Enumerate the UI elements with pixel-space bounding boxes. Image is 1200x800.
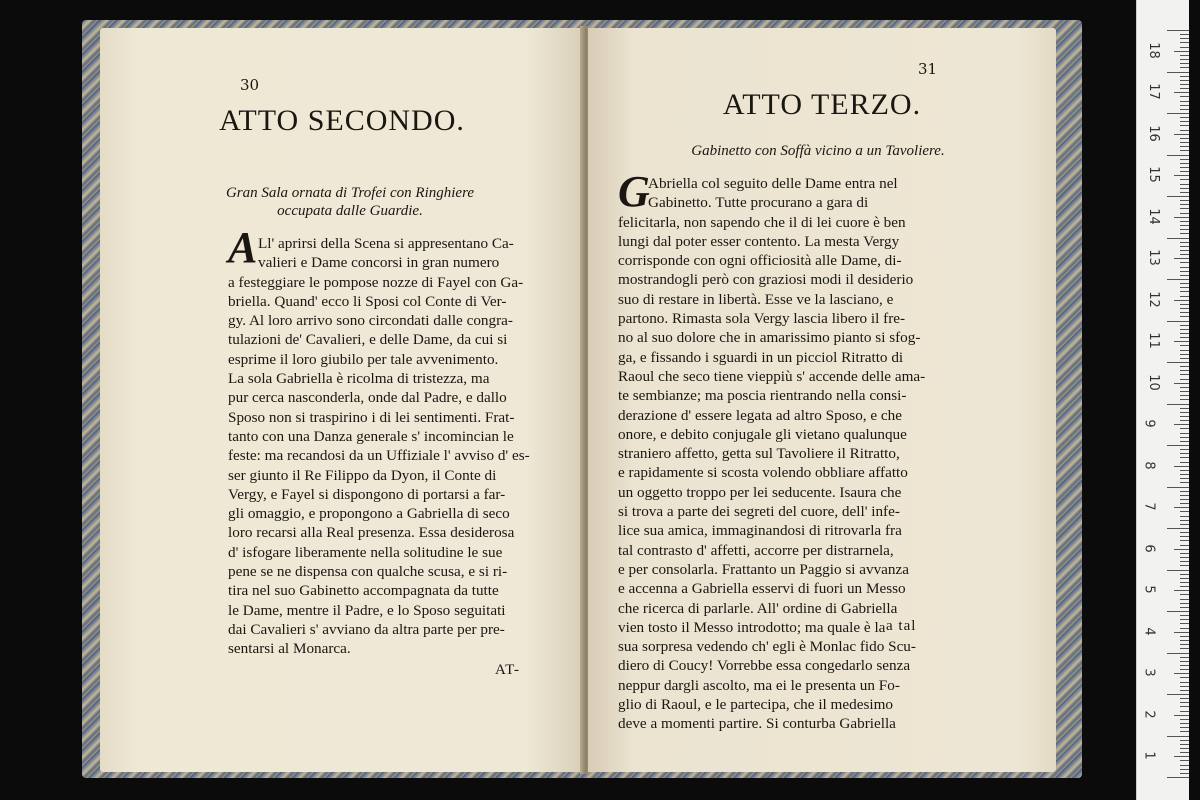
text-line: Gabinetto. Tutte procurano a gara di (648, 194, 869, 212)
ruler-tick (1180, 47, 1189, 48)
catchword-right: a tal (886, 618, 917, 634)
ruler-tick (1180, 557, 1189, 558)
text-line: a festeggiare le pompose nozze di Fayel con Ga- (228, 273, 524, 291)
ruler-tick (1167, 445, 1189, 446)
ruler-tick (1180, 163, 1189, 164)
ruler-tick (1180, 752, 1189, 753)
ruler-tick (1180, 524, 1189, 525)
ruler-tick (1180, 744, 1189, 745)
ruler-number: 13 (1145, 249, 1161, 267)
text-line: gy. Al loro arrivo sono circondati dalle congra- (228, 312, 513, 330)
ruler-tick (1180, 578, 1189, 579)
text-line: te sembianze; ma poscia rientrando nella consi- (618, 387, 907, 405)
ruler-tick (1167, 487, 1189, 488)
ruler-tick (1180, 316, 1189, 317)
catchword-left: AT- (495, 662, 520, 678)
ruler-tick (1180, 374, 1189, 375)
ruler-tick (1180, 748, 1189, 749)
ruler-tick (1180, 55, 1189, 56)
text-line: un oggetto troppo per lei seducente. Isaura che (618, 483, 902, 501)
text-line: tulazioni de' Cavalieri, e delle Dame, da cui si (228, 331, 508, 349)
text-line: gli omaggio, e propongono a Gabriella di seco (228, 505, 510, 523)
ruler-tick (1180, 271, 1189, 272)
ruler-tick (1180, 428, 1189, 429)
text-line: onore, e debito conjugale gli vietano qualunque (618, 425, 907, 443)
ruler-tick (1180, 358, 1189, 359)
text-line: lice sua amica, immaginandosi di ritrovarla fra (618, 522, 902, 540)
ruler-tick (1180, 200, 1189, 201)
scene-line: Gran Sala ornata di Trofei con Ringhiere (225, 185, 475, 201)
ruler-tick (1180, 38, 1189, 39)
text-line: corrisponde con ogni officiosità alle Dame, di- (618, 252, 902, 270)
ruler-tick (1167, 321, 1189, 322)
ruler-tick (1180, 345, 1189, 346)
ruler-tick (1180, 640, 1189, 641)
ruler-tick (1180, 619, 1189, 620)
ruler-tick (1180, 503, 1189, 504)
ruler-tick (1180, 661, 1189, 662)
text-line: le Dame, mentre il Padre, e lo Sposo seguitati (228, 601, 506, 619)
ruler-tick (1180, 636, 1189, 637)
ruler-number: 16 (1145, 124, 1161, 142)
ruler-tick (1174, 673, 1189, 674)
right-page (588, 28, 1056, 772)
ruler-tick (1180, 225, 1189, 226)
drop-cap-right: G (618, 167, 650, 216)
ruler-tick (1180, 146, 1189, 147)
scene-description-right (628, 142, 1008, 160)
ruler-tick (1167, 611, 1189, 612)
ruler-tick (1180, 545, 1189, 546)
text-line: ga, e fissando i sguardi in un picciol Ritratto di (618, 348, 904, 366)
ruler-tick (1180, 711, 1189, 712)
ruler-tick (1180, 246, 1189, 247)
scene-line: occupata dalle Guardie. (277, 203, 423, 219)
ruler-tick (1180, 229, 1189, 230)
text-line: sua sorpresa vedendo ch' egli è Monlac fido Scu- (618, 638, 916, 656)
ruler-tick (1174, 632, 1189, 633)
ruler-number: 15 (1145, 166, 1161, 184)
ruler-tick (1180, 449, 1189, 450)
ruler-tick (1180, 740, 1189, 741)
ruler-tick (1180, 731, 1189, 732)
text-line: briella. Quand' ecco li Sposi col Conte di Ver- (228, 292, 507, 310)
text-line: sentarsi al Monarca. (228, 640, 351, 658)
ruler-tick (1180, 669, 1189, 670)
text-line: neppur dargli ascolto, ma ei le presenta un Fo- (618, 676, 900, 694)
left-page (100, 28, 584, 772)
ruler-tick (1174, 507, 1189, 508)
ruler-tick (1180, 179, 1189, 180)
ruler-tick (1167, 72, 1189, 73)
text-line: Ll' aprirsi della Scena si appresentano Ca- (258, 235, 514, 252)
ruler-tick (1180, 395, 1189, 396)
text-line: e per consolarla. Frattanto un Paggio si avvanza (618, 560, 910, 578)
ruler-tick (1180, 462, 1189, 463)
ruler-tick (1180, 599, 1189, 600)
ruler-tick (1180, 760, 1189, 761)
ruler-tick (1174, 549, 1189, 550)
text-line: pene se ne dispensa con qualche scusa, e si ri- (228, 563, 508, 581)
ruler-tick (1167, 404, 1189, 405)
text-line: ser giunto il Re Filippo da Dyon, il Conte di (228, 466, 497, 484)
ruler-tick (1180, 628, 1189, 629)
ruler-tick (1180, 561, 1189, 562)
ruler-tick (1180, 470, 1189, 471)
ruler-tick (1180, 121, 1189, 122)
ruler-tick (1180, 391, 1189, 392)
ruler-number: 14 (1145, 207, 1161, 225)
ruler-tick (1180, 333, 1189, 334)
act-title-left: ATTO SECONDO. (219, 104, 465, 137)
ruler-tick (1180, 325, 1189, 326)
ruler-tick (1180, 337, 1189, 338)
ruler-tick (1180, 76, 1189, 77)
ruler-tick (1180, 686, 1189, 687)
text-line: glio di Raoul, e le partecipa, che il medesimo (618, 696, 893, 714)
text-line: pur cerca nasconderla, onde dal Padre, e dallo (228, 389, 507, 407)
ruler-tick (1180, 594, 1189, 595)
ruler-number: 1 (1141, 751, 1157, 760)
ruler-number: 11 (1145, 332, 1161, 350)
text-line: loro recarsi alla Real presenza. Essa desiderosa (228, 524, 515, 542)
ruler-tick (1180, 96, 1189, 97)
ruler-tick (1180, 665, 1189, 666)
ruler-tick (1180, 204, 1189, 205)
ruler-tick (1180, 275, 1189, 276)
text-line: e accenna a Gabriella esservi di fuori un Messo (618, 580, 906, 598)
text-line: esprime il loro giubilo per tale avvenimento. (228, 350, 499, 368)
ruler-tick (1180, 308, 1189, 309)
ruler-tick (1180, 574, 1189, 575)
ruler-tick (1174, 756, 1189, 757)
ruler-tick (1180, 233, 1189, 234)
text-line: tira nel suo Gabinetto accompagnata da tutte (228, 582, 499, 600)
ruler-tick (1174, 590, 1189, 591)
ruler-tick (1180, 171, 1189, 172)
ruler-tick (1180, 366, 1189, 367)
ruler-tick (1180, 416, 1189, 417)
text-line: partono. Rimasta sola Vergy lascia libero il fre- (618, 310, 906, 328)
ruler-tick (1180, 67, 1189, 68)
ruler-number: 2 (1141, 710, 1157, 719)
ruler-tick (1180, 42, 1189, 43)
ruler-tick (1174, 175, 1189, 176)
ruler-tick (1180, 532, 1189, 533)
text-line: derazione d' essere legata ad altro Sposo, e che (618, 406, 903, 424)
ruler-tick (1180, 117, 1189, 118)
ruler-tick (1180, 254, 1189, 255)
ruler-tick (1180, 719, 1189, 720)
ruler-number: 12 (1145, 290, 1161, 308)
ruler-number: 7 (1141, 502, 1157, 511)
ruler-tick (1180, 142, 1189, 143)
ruler-tick (1174, 715, 1189, 716)
page-number-right: 31 (918, 60, 938, 78)
text-line: che ricerca di parlarle. All' ordine di Gabriella (618, 599, 898, 617)
ruler-tick (1180, 34, 1189, 35)
text-line: si trova a parte dei segreti del cuore, dell' infe- (618, 503, 900, 521)
text-line: tanto con una Danza generale s' incomincian le (228, 427, 514, 445)
ruler-tick (1174, 424, 1189, 425)
ruler-tick (1180, 420, 1189, 421)
ruler-tick (1180, 125, 1189, 126)
ruler-tick (1180, 159, 1189, 160)
ruler-tick (1180, 101, 1189, 102)
ruler-tick (1180, 702, 1189, 703)
measuring-ruler (1136, 0, 1189, 800)
text-line: feste: ma recandosi da un Uffiziale l' avviso d' es- (228, 447, 530, 465)
text-line: vien tosto il Messo introdotto; ma quale è la (618, 618, 886, 636)
ruler-tick (1180, 287, 1189, 288)
ruler-tick (1180, 138, 1189, 139)
ruler-tick (1180, 105, 1189, 106)
ruler-tick (1174, 92, 1189, 93)
ruler-number: 9 (1141, 419, 1157, 428)
ruler-tick (1180, 283, 1189, 284)
ruler-tick (1180, 607, 1189, 608)
ruler-tick (1180, 188, 1189, 189)
ruler-tick (1167, 653, 1189, 654)
ruler-tick (1180, 457, 1189, 458)
text-line: mostrandogli però con graziosi modi il desiderio (618, 271, 914, 289)
ruler-tick (1180, 304, 1189, 305)
ruler-tick (1180, 296, 1189, 297)
ruler-tick (1167, 113, 1189, 114)
ruler-tick (1180, 582, 1189, 583)
ruler-tick (1180, 167, 1189, 168)
body-text-left (228, 234, 552, 659)
ruler-tick (1167, 279, 1189, 280)
ruler-tick (1180, 221, 1189, 222)
text-line: deve a momenti partire. Si conturba Gabriella (618, 715, 896, 733)
drop-cap-left: A (228, 223, 258, 272)
text-line: Sposo non si traspirino i di lei sentimenti. Frat- (228, 408, 515, 426)
ruler-tick (1180, 648, 1189, 649)
ruler-tick (1167, 528, 1189, 529)
ruler-tick (1180, 88, 1189, 89)
scene-description-left (160, 184, 540, 220)
ruler-tick (1167, 777, 1189, 778)
ruler-tick (1180, 677, 1189, 678)
ruler-tick (1180, 698, 1189, 699)
text-line: felicitarla, non sapendo che il di lei cuore è ben (618, 213, 906, 231)
ruler-tick (1180, 267, 1189, 268)
ruler-tick (1180, 379, 1189, 380)
ruler-tick (1167, 694, 1189, 695)
ruler-number: 10 (1145, 373, 1161, 391)
ruler-tick (1180, 520, 1189, 521)
text-line: Vergy, e Fayel si dispongono di portarsi a far- (228, 485, 506, 503)
ruler-tick (1174, 466, 1189, 467)
ruler-tick (1180, 499, 1189, 500)
ruler-tick (1180, 453, 1189, 454)
ruler-tick (1174, 134, 1189, 135)
ruler-tick (1180, 553, 1189, 554)
ruler-tick (1180, 495, 1189, 496)
ruler-number: 17 (1145, 83, 1161, 101)
text-line: e rapidamente si scosta volendo obbliare affatto (618, 464, 908, 482)
ruler-tick (1180, 769, 1189, 770)
ruler-tick (1180, 192, 1189, 193)
ruler-tick (1180, 682, 1189, 683)
ruler-tick (1180, 312, 1189, 313)
ruler-tick (1180, 690, 1189, 691)
text-line: dai Cavalieri s' avviano da altra parte per pre- (228, 620, 505, 638)
ruler-tick (1180, 59, 1189, 60)
ruler-tick (1167, 238, 1189, 239)
ruler-tick (1180, 80, 1189, 81)
ruler-tick (1180, 706, 1189, 707)
ruler-tick (1180, 250, 1189, 251)
ruler-tick (1180, 387, 1189, 388)
ruler-tick (1174, 341, 1189, 342)
ruler-tick (1174, 383, 1189, 384)
text-line: La sola Gabriella è ricolma di tristezza, ma (228, 370, 490, 388)
ruler-tick (1180, 354, 1189, 355)
text-line: Abriella col seguito delle Dame entra nel (648, 175, 898, 192)
ruler-tick (1180, 727, 1189, 728)
ruler-tick (1180, 586, 1189, 587)
ruler-tick (1180, 208, 1189, 209)
ruler-tick (1180, 765, 1189, 766)
ruler-tick (1180, 491, 1189, 492)
ruler-tick (1180, 615, 1189, 616)
ruler-tick (1180, 437, 1189, 438)
ruler-tick (1167, 736, 1189, 737)
ruler-number: 8 (1141, 461, 1157, 470)
act-title-right: ATTO TERZO. (722, 88, 922, 121)
ruler-tick (1167, 30, 1189, 31)
ruler-tick (1180, 433, 1189, 434)
text-line: valieri e Dame concorsi in gran numero (258, 254, 500, 272)
ruler-tick (1180, 184, 1189, 185)
ruler-number: 4 (1141, 627, 1157, 636)
ruler-tick (1180, 399, 1189, 400)
ruler-tick (1180, 130, 1189, 131)
ruler-tick (1180, 723, 1189, 724)
ruler-number: 6 (1141, 544, 1157, 553)
text-line: lungi dal poter esser contento. La mesta Vergy (618, 232, 900, 250)
ruler-tick (1180, 482, 1189, 483)
ruler-tick (1180, 329, 1189, 330)
ruler-tick (1180, 511, 1189, 512)
scene-line: Gabinetto con Soffà vicino a un Tavoliere. (691, 143, 945, 159)
ruler-tick (1180, 213, 1189, 214)
text-line: straniero affetto, getta sul Tavoliere il Ritratto, (618, 445, 900, 463)
ruler-tick (1180, 540, 1189, 541)
ruler-tick (1167, 570, 1189, 571)
ruler-tick (1180, 63, 1189, 64)
ruler-number: 3 (1141, 668, 1157, 677)
ruler-tick (1180, 109, 1189, 110)
ruler-number: 5 (1141, 585, 1157, 594)
text-line: tal contrasto d' affetti, accorre per distrarnela, (618, 541, 894, 559)
ruler-tick (1180, 262, 1189, 263)
page-number-left: 30 (240, 76, 260, 94)
ruler-tick (1180, 644, 1189, 645)
ruler-tick (1174, 258, 1189, 259)
ruler-tick (1180, 291, 1189, 292)
ruler-tick (1180, 408, 1189, 409)
ruler-tick (1180, 84, 1189, 85)
ruler-tick (1180, 773, 1189, 774)
text-line: suo di restare in libertà. Esse ve la lasciano, e (618, 290, 894, 308)
ruler-tick (1180, 536, 1189, 537)
ruler-tick (1180, 478, 1189, 479)
ruler-tick (1167, 155, 1189, 156)
ruler-tick (1180, 516, 1189, 517)
ruler-tick (1180, 350, 1189, 351)
text-line: diero di Coucy! Vorrebbe essa congedarlo senza (618, 657, 911, 675)
ruler-tick (1180, 565, 1189, 566)
text-line: d' isfogare liberamente nella solitudine le sue (228, 543, 503, 561)
ruler-tick (1174, 300, 1189, 301)
ruler-tick (1180, 441, 1189, 442)
text-line: no al suo dolore che in amarissimo pianto si sfog- (618, 329, 921, 347)
ruler-tick (1180, 474, 1189, 475)
ruler-tick (1174, 51, 1189, 52)
ruler-tick (1174, 217, 1189, 218)
ruler-tick (1180, 603, 1189, 604)
ruler-tick (1167, 362, 1189, 363)
ruler-tick (1180, 412, 1189, 413)
text-line: Raoul che seco tiene vieppiù s' accende delle ama- (618, 367, 926, 385)
ruler-tick (1180, 623, 1189, 624)
ruler-tick (1180, 370, 1189, 371)
body-text-right (618, 167, 950, 734)
ruler-tick (1180, 657, 1189, 658)
ruler-tick (1180, 242, 1189, 243)
ruler-number: 18 (1145, 41, 1161, 59)
ruler-tick (1180, 150, 1189, 151)
ruler-tick (1167, 196, 1189, 197)
